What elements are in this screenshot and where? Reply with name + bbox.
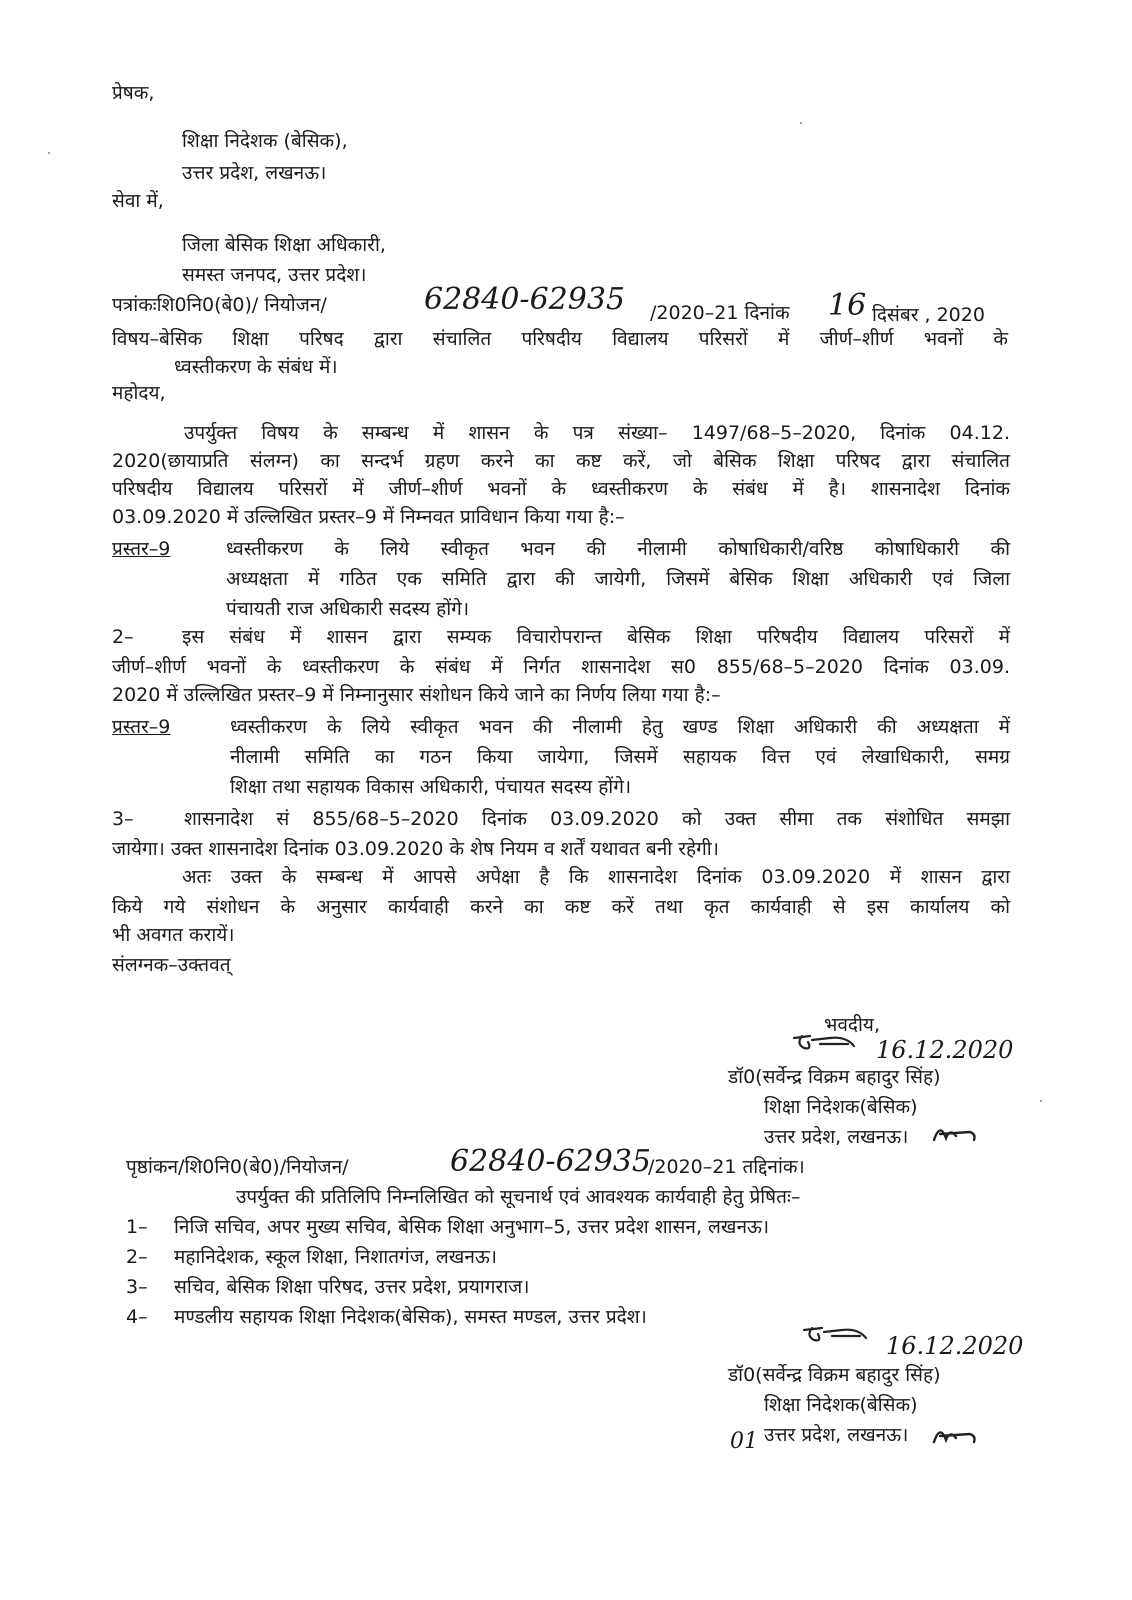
para3-line2: जायेगा। उक्त शासनादेश दिनांक 03.09.2020 के शेष नियम व शर्तें यथावत बनी रहेगी। xyxy=(112,838,719,860)
para2-line2: जीर्ण–शीर्ण भवनों के ध्वस्तीकरण के संबंध में निर्गत शासनादेश स0 855/68–5–2020 दिनांक 03.09. xyxy=(112,656,1010,678)
signature-mark-2 xyxy=(800,1322,874,1350)
recipient-designation: जिला बेसिक शिक्षा अधिकारी, xyxy=(182,234,386,256)
para1-line4: 03.09.2020 में उल्लिखित प्रस्तर–9 में निम्नवत प्राविधान किया गया है:– xyxy=(112,506,625,528)
copy-item-1-num: 1– xyxy=(126,1216,148,1238)
endorsement-suffix: /2020–21 तद्दिनांक। xyxy=(648,1156,805,1178)
reference-handwritten-day: 16 xyxy=(828,288,867,323)
enclosure: संलग्नक–उक्तवत् xyxy=(112,954,231,976)
scan-speck xyxy=(800,122,802,124)
scan-speck xyxy=(48,152,50,154)
salutation: महोदय, xyxy=(112,382,166,404)
clause1-line2: अध्यक्षता में गठित एक समिति द्वारा की जायेगी, जिसमें बेसिक शिक्षा अधिकारी एवं जिला xyxy=(226,568,1010,590)
recipient-place: समस्त जनपद, उत्तर प्रदेश। xyxy=(182,264,367,286)
sender-designation: शिक्षा निदेशक (बेसिक), xyxy=(182,130,348,152)
para4-line1: अतः उक्त के सम्बन्ध में आपसे अपेक्षा है कि शासनादेश दिनांक 03.09.2020 में शासन द्वारा xyxy=(182,866,1010,888)
signature2-designation: शिक्षा निदेशक(बेसिक) xyxy=(764,1394,918,1416)
signature2-place: उत्तर प्रदेश, लखनऊ। xyxy=(764,1424,909,1446)
scan-speck xyxy=(1040,1100,1042,1102)
para2-line1: इस संबंध में शासन द्वारा सम्यक विचारोपरान्त बेसिक शिक्षा परिषदीय विद्यालय परिसरों में xyxy=(182,626,1010,648)
para1-line2: 2020(छायाप्रति संलग्न) का सन्दर्भ ग्रहण करने का कष्ट करें, जो बेसिक शिक्षा परिषद द्वारा संचालित xyxy=(112,450,1010,472)
subject-line2: ध्वस्तीकरण के संबंध में। xyxy=(174,356,338,378)
initials-mark-1 xyxy=(930,1120,980,1148)
para2-line3: 2020 में उल्लिखित प्रस्तर–9 में निम्नानुसार संशोधन किये जाने का निर्णय लिया गया है:– xyxy=(112,684,721,706)
endorsement-intro: उपर्युक्त की प्रतिलिपि निम्नलिखित को सूचनार्थ एवं आवश्यक कार्यवाही हेतु प्रेषितः– xyxy=(236,1186,801,1208)
copy-item-2-text: महानिदेशक, स्कूल शिक्षा, निशातगंज, लखनऊ। xyxy=(174,1246,497,1268)
clause1-line3: पंचायती राज अधिकारी सदस्य होंगे। xyxy=(226,598,470,620)
clause2-line1: ध्वस्तीकरण के लिये स्वीकृत भवन की नीलामी हेतु खण्ड शिक्षा अधिकारी की अध्यक्षता में xyxy=(230,716,1010,738)
sender-place: उत्तर प्रदेश, लखनऊ। xyxy=(182,162,327,184)
signature1-place: उत्तर प्रदेश, लखनऊ। xyxy=(764,1126,909,1148)
para2-num: 2– xyxy=(112,626,134,648)
signature2-name: डॉ0(सर्वेन्द्र विक्रम बहादुर सिंह) xyxy=(728,1364,941,1386)
reference-date-suffix: दिसंबर , 2020 xyxy=(872,304,985,326)
signature2-handwritten-mark: 01 xyxy=(730,1429,758,1454)
para3-line1: शासनादेश सं 855/68–5–2020 दिनांक 03.09.2020 को उक्त सीमा तक संशोधित समझा xyxy=(184,808,1010,830)
signature1-name: डॉ0(सर्वेन्द्र विक्रम बहादुर सिंह) xyxy=(728,1066,941,1088)
copy-item-4-num: 4– xyxy=(126,1306,148,1328)
endorsement-handwritten-number: 62840-62935 xyxy=(450,1144,652,1179)
copy-item-3-num: 3– xyxy=(126,1276,148,1298)
signature2-handwritten-date: 16.12.2020 xyxy=(886,1332,1024,1360)
recipient-label: सेवा में, xyxy=(112,190,164,212)
subject-line1: विषय–बेसिक शिक्षा परिषद द्वारा संचालित परिषदीय विद्यालय परिसरों में जीर्ण–शीर्ण भवनों के xyxy=(112,328,1008,350)
endorsement-prefix: पृष्ठांकन/शि0नि0(बे0)/नियोजन/ xyxy=(126,1156,349,1178)
para1-line3: परिषदीय विद्यालय परिसरों में जीर्ण–शीर्ण भवनों के ध्वस्तीकरण के संबंध में है। शासनादेश दिनांक xyxy=(112,478,1010,500)
para4-line2: किये गये संशोधन के अनुसार कार्यवाही करने का कष्ट करें तथा कृत कार्यवाही से इस कार्यालय को xyxy=(112,896,1010,918)
clause2-line2: नीलामी समिति का गठन किया जायेगा, जिसमें सहायक वित्त एवं लेखाधिकारी, समग्र xyxy=(230,746,1010,768)
clause2-label: प्रस्तर–9 xyxy=(112,716,171,738)
clause1-line1: ध्वस्तीकरण के लिये स्वीकृत भवन की नीलामी कोषाधिकारी/वरिष्ठ कोषाधिकारी की xyxy=(226,538,1010,560)
clause2-line3: शिक्षा तथा सहायक विकास अधिकारी, पंचायत सदस्य होंगे। xyxy=(230,776,632,798)
copy-item-3-text: सचिव, बेसिक शिक्षा परिषद, उत्तर प्रदेश, प्रयागराज। xyxy=(174,1276,530,1298)
initials-mark-2 xyxy=(930,1420,980,1448)
signature1-handwritten-date: 16.12.2020 xyxy=(876,1036,1014,1064)
para1-line1: उपर्युक्त विषय के सम्बन्ध में शासन के पत्र संख्या– 1497/68–5–2020, दिनांक 04.12. xyxy=(184,422,1010,444)
sender-label: प्रेषक, xyxy=(112,82,155,104)
reference-prefix: पत्रांकःशि0नि0(बे0)/ नियोजन/ xyxy=(112,294,327,316)
clause1-label: प्रस्तर–9 xyxy=(112,538,171,560)
signature-mark-1 xyxy=(790,1030,860,1056)
para4-line3: भी अवगत करायें। xyxy=(112,924,235,946)
reference-year: /2020–21 दिनांक xyxy=(650,302,790,324)
reference-handwritten-number: 62840-62935 xyxy=(424,282,626,317)
para3-num: 3– xyxy=(112,808,134,830)
copy-item-4-text: मण्डलीय सहायक शिक्षा निदेशक(बेसिक), समस्त मण्डल, उत्तर प्रदेश। xyxy=(174,1306,647,1328)
copy-item-2-num: 2– xyxy=(126,1246,148,1268)
signature1-designation: शिक्षा निदेशक(बेसिक) xyxy=(764,1096,918,1118)
copy-item-1-text: निजि सचिव, अपर मुख्य सचिव, बेसिक शिक्षा अनुभाग–5, उत्तर प्रदेश शासन, लखनऊ। xyxy=(174,1216,770,1238)
closing: भवदीय, xyxy=(824,1014,880,1036)
